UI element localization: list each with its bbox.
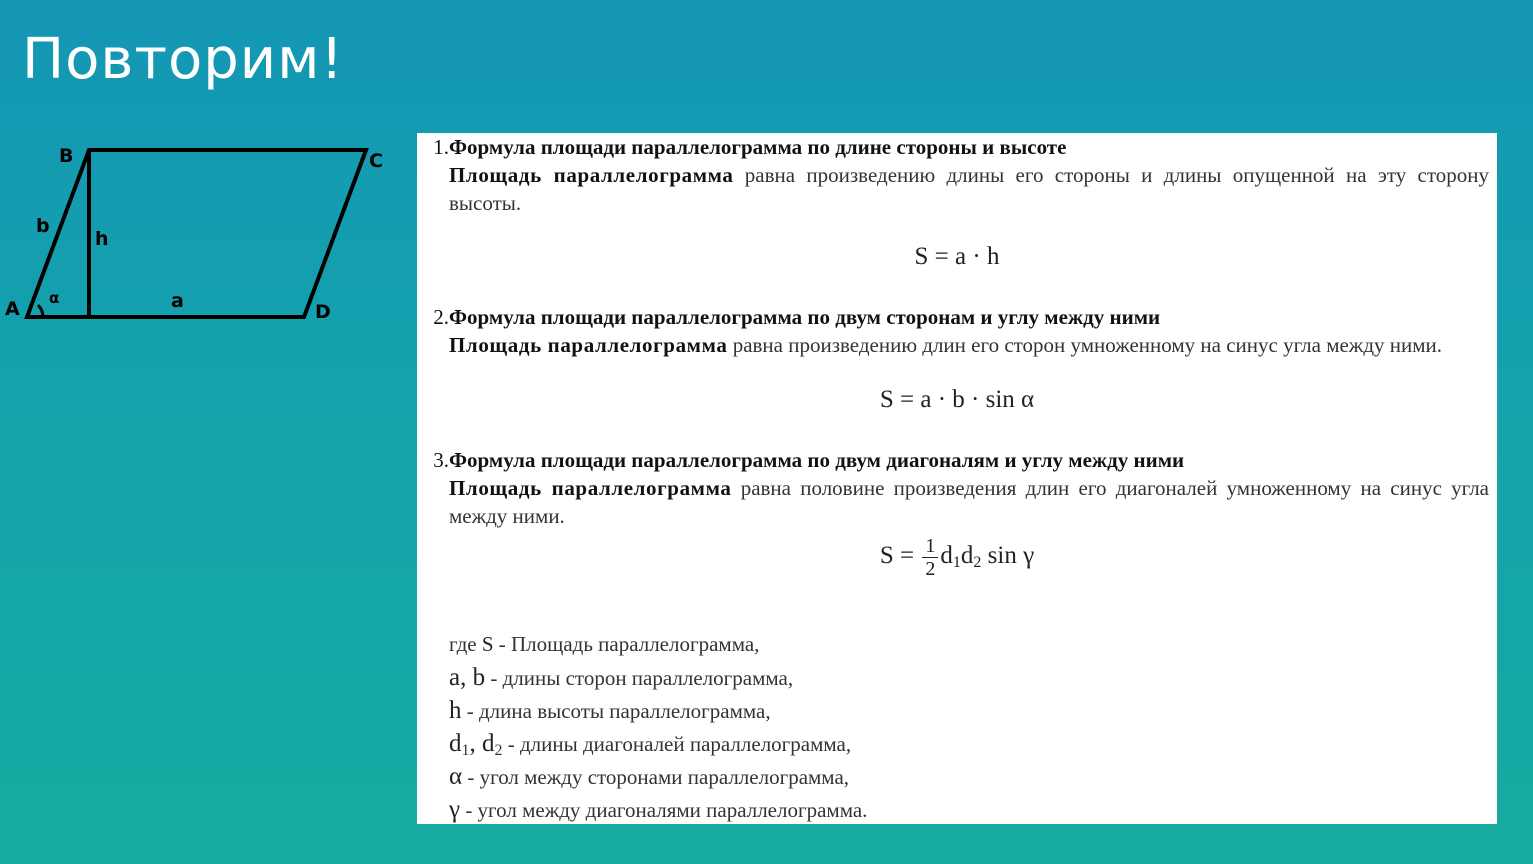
fraction-one-half [922, 535, 938, 580]
parallelogram-shape [27, 150, 366, 317]
item-text: равна произведению длины его стороны и длины опущенной на эту сторону высоты. [449, 163, 1490, 215]
legend-symbol: d [449, 730, 462, 757]
legend-text: - угол между диагоналями параллелограмма. [460, 798, 868, 822]
item-text: равна произведению длин его сторон умноженному на синус угла между ними. [727, 333, 1443, 357]
legend-text: - длины сторон параллелограмма, [485, 666, 794, 690]
formula-area-sides-angle: S = a · b · sin α [879, 386, 1035, 413]
diagonal-d2: d [960, 542, 974, 570]
formula-item-1 [417, 133, 1489, 217]
side-label-b: b [36, 215, 50, 237]
item-description [449, 161, 1489, 217]
item-description [449, 331, 1489, 359]
item-text: равна половине произведения длин его диагоналей умноженному на синус угла между ними. [449, 476, 1489, 528]
formula-area-base-height: S = a · h [914, 243, 1000, 270]
vertex-label-d: D [315, 301, 331, 323]
vertex-label-b: B [59, 145, 74, 167]
legend-symbol: a, b [449, 664, 486, 691]
item-number: 1. [433, 135, 449, 159]
legend-prefix: где [449, 632, 482, 656]
formula-item-3 [417, 446, 1489, 530]
legend-line [449, 661, 867, 694]
legend-symbol: h [449, 697, 462, 724]
formulas-panel [417, 133, 1497, 824]
vertex-label-a: A [5, 298, 20, 320]
legend-line [449, 628, 867, 661]
legend-line [449, 727, 867, 760]
formula-lhs: S = [879, 542, 921, 570]
legend-symbol: γ [449, 796, 461, 823]
legend-symbol: α [449, 763, 463, 790]
legend-line [449, 793, 867, 826]
fraction-denominator: 2 [925, 558, 936, 580]
item-number: 2. [433, 305, 449, 329]
vertex-label-c: C [369, 150, 383, 172]
item-lead: Площадь параллелограмма [449, 476, 732, 500]
legend-subscript: 2 [494, 742, 503, 759]
item-number: 3. [433, 448, 449, 472]
diagonal-d1: d [940, 542, 953, 570]
formula-item-2 [417, 303, 1489, 359]
item-description [449, 474, 1489, 530]
legend-text: - длина высоты параллелограмма, [461, 699, 771, 723]
angle-label-alpha: α [49, 289, 60, 307]
legend-text: - угол между сторонами параллелограмма, [462, 765, 850, 789]
variable-legend [449, 628, 867, 826]
height-label-h: h [95, 228, 109, 250]
item-title: Формула площади параллелограмма по длине стороны и высоте [449, 135, 1067, 159]
parallelogram-diagram [0, 135, 400, 335]
item-title: Формула площади параллелограмма по двум диагоналям и углу между ними [449, 448, 1185, 472]
legend-subscript: 1 [461, 742, 470, 759]
diagonal-sub-2: 2 [973, 554, 982, 572]
diagonal-sub-1: 1 [952, 554, 961, 572]
item-title: Формула площади параллелограмма по двум сторонам и углу между ними [449, 305, 1161, 329]
legend-symbol: S [481, 632, 494, 656]
legend-text: - Площадь параллелограмма, [493, 632, 760, 656]
base-label-a: a [171, 290, 184, 312]
fraction-numerator: 1 [922, 535, 938, 558]
formula-area-diagonals-angle [417, 535, 1497, 580]
item-lead: Площадь параллелограмма [449, 333, 728, 357]
formula-rhs: sin γ [981, 542, 1035, 570]
legend-line [449, 760, 867, 793]
legend-text: - длины диагоналей параллелограмма, [502, 732, 852, 756]
item-lead: Площадь параллелограмма [449, 163, 734, 187]
legend-symbol: d [482, 730, 495, 757]
legend-separator: , [469, 730, 482, 757]
legend-line [449, 694, 867, 727]
slide-title: Повторим! [22, 27, 344, 92]
